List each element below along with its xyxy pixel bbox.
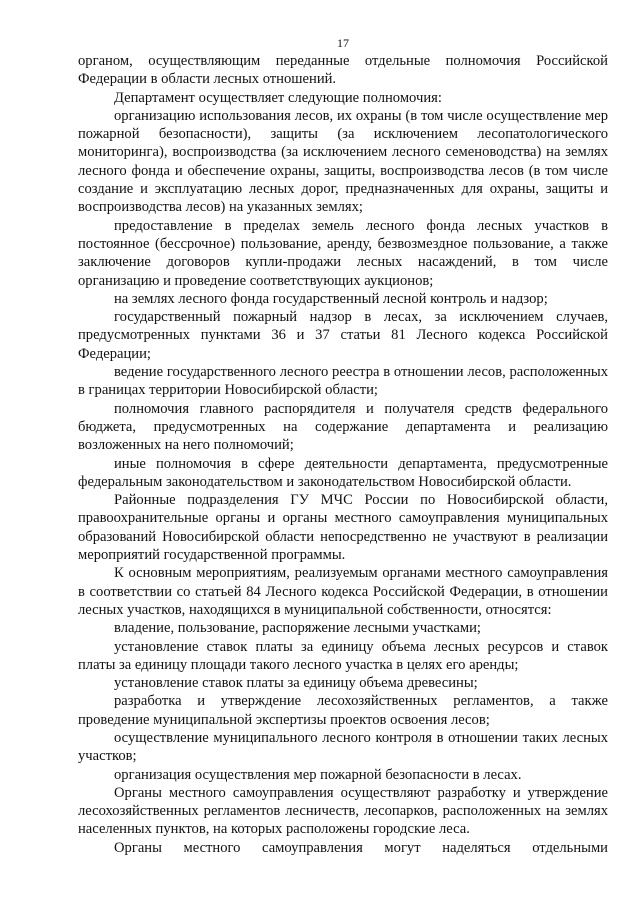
paragraph: организация осуществления мер пожарной безопасности в лесах. [114, 766, 522, 783]
paragraph: организацию использования лесов, их охраны (в том числе осуществление мер пожарной безопасности), защиты (за исключением лесопатологического мониторинга), воспроизводства (за исключением лесного семеноводства) на землях лесного фонда и обеспечение охраны, защиты, воспроизводства лесов (в том числе создание и эксплуатацию лесных дорог, предназначенных для охраны, защиты и воспроизводства лесов) на указанных землях; [78, 107, 608, 216]
paragraph: на землях лесного фонда государственный лесной контроль и надзор; [114, 290, 548, 307]
page-number: 17 [337, 36, 349, 50]
paragraph: установление ставок платы за единицу объема лесных ресурсов и ставок платы за единицу площади такого лесного участка в целях его аренды; [78, 638, 608, 673]
paragraph: владение, пользование, распоряжение лесными участками; [114, 620, 481, 637]
paragraph: Районные подразделения ГУ МЧС России по Новосибирской области, правоохранительные органы и органы местного самоуправления муниципальных образований Новосибирской области непосредственно не участвуют в реализации мероприятий государственной программы. [78, 492, 608, 564]
paragraph: осуществление муниципального лесного контроля в отношении таких лесных участков; [78, 729, 608, 765]
paragraph: предоставление в пределах земель лесного фонда лесных участков в постоянное (бессрочное) пользование, аренду, безвозмездное пользование, а также заключение договоров купли-продажи лесных насаждений, в том числе организацию и проведение соответствующих аукционов; [78, 217, 608, 289]
paragraph: ведение государственного лесного реестра в отношении лесов, расположенных в границах территории Новосибирской области; [78, 364, 608, 399]
document-page [78, 34, 608, 857]
paragraph: органом, осуществляющим переданные отдельные полномочия Российской Федерации в области лесных отношений. [78, 53, 608, 88]
paragraph: К основным мероприятиям, реализуемым органами местного самоуправления в соответствии со статьей 84 Лесного кодекса Российской Федерации, в отношении лесных участков, находящихся в муниципальной собственности, относятся: [78, 565, 608, 618]
paragraph: Органы местного самоуправления могут наделяться отдельными [114, 839, 608, 856]
document-body [78, 52, 608, 857]
paragraph: Органы местного самоуправления осуществляют разработку и утверждение лесохозяйственных регламентов лесничеств, лесопарков, расположенных на землях населенных пунктов, на которых расположены городские леса. [78, 784, 608, 838]
paragraph: полномочия главного распорядителя и получателя средств федерального бюджета, предусмотренных на содержание департамента и реализацию возложенных на него полномочий; [78, 400, 608, 454]
paragraph: Департамент осуществляет следующие полномочия: [114, 89, 442, 106]
paragraph: установление ставок платы за единицу объема древесины; [114, 675, 478, 692]
paragraph: иные полномочия в сфере деятельности департамента, предусмотренные федеральным законодательством и законодательством Новосибирской области. [78, 455, 608, 490]
paragraph: государственный пожарный надзор в лесах, за исключением случаев, предусмотренных пунктами 36 и 37 статьи 81 Лесного кодекса Российской Федерации; [78, 309, 608, 362]
paragraph: разработка и утверждение лесохозяйственных регламентов, а также проведение муниципальной экспертизы проектов освоения лесов; [78, 693, 608, 728]
